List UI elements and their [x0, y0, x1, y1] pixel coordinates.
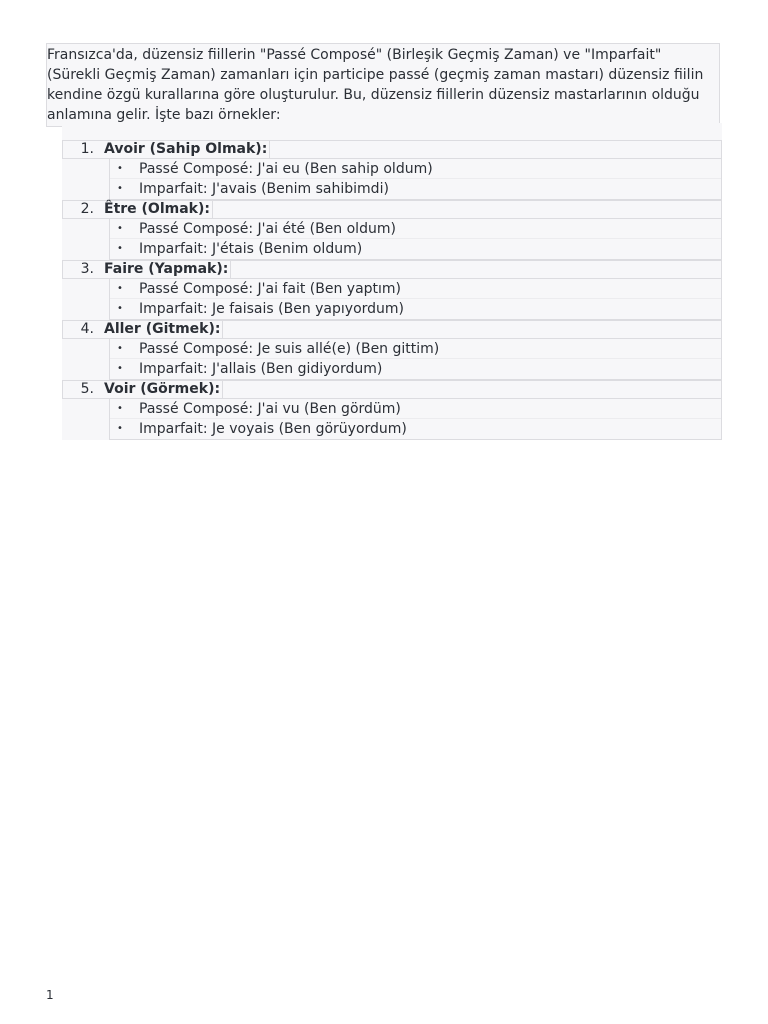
bullet-icon: •	[117, 223, 123, 234]
verb-title: Être (Olmak):	[104, 200, 213, 219]
list-item-text: Imparfait: J'allais (Ben gidiyordum)	[139, 361, 383, 377]
list-item	[110, 159, 721, 179]
list-item	[110, 399, 721, 419]
list-item	[110, 279, 721, 299]
list-item-text: Imparfait: Je faisais (Ben yapıyordum)	[139, 301, 405, 317]
list-item	[110, 419, 721, 439]
list-item	[110, 359, 721, 379]
verb-heading-faire	[62, 260, 722, 279]
bullet-icon: •	[117, 283, 123, 294]
verb-heading-avoir	[62, 140, 722, 159]
verb-number: 3.	[80, 261, 94, 277]
conjugation-list-avoir	[109, 159, 722, 200]
conjugation-list-faire	[109, 279, 722, 320]
list-item-text: Passé Composé: Je suis allé(e) (Ben gittim)	[139, 341, 440, 357]
conjugation-list-aller	[109, 339, 722, 380]
verb-heading-voir	[62, 380, 722, 399]
verb-number: 4.	[80, 321, 94, 337]
verb-title: Faire (Yapmak):	[104, 260, 231, 279]
bullet-icon: •	[117, 243, 123, 254]
verb-heading-aller	[62, 320, 722, 339]
list-item-text: Passé Composé: J'ai fait (Ben yaptım)	[139, 281, 402, 297]
conjugation-list-voir	[109, 399, 722, 440]
list-item	[110, 239, 721, 259]
list-spacer	[62, 123, 722, 140]
list-item-text: Passé Composé: J'ai vu (Ben gördüm)	[139, 401, 401, 417]
list-item-text: Passé Composé: J'ai eu (Ben sahip oldum)	[139, 161, 433, 177]
bullet-icon: •	[117, 343, 123, 354]
verb-heading-etre	[62, 200, 722, 219]
verb-title: Voir (Görmek):	[104, 380, 223, 399]
verb-title: Avoir (Sahip Olmak):	[104, 140, 270, 159]
verb-number: 2.	[80, 201, 94, 217]
bullet-icon: •	[117, 303, 123, 314]
page-number: 1	[46, 988, 54, 1002]
list-item	[110, 339, 721, 359]
verb-number: 5.	[80, 381, 94, 397]
conjugation-list-etre	[109, 219, 722, 260]
bullet-icon: •	[117, 403, 123, 414]
list-item	[110, 299, 721, 319]
verb-number: 1.	[80, 141, 94, 157]
bullet-icon: •	[117, 163, 123, 174]
bullet-icon: •	[117, 183, 123, 194]
list-item-text: Imparfait: J'avais (Benim sahibimdi)	[139, 181, 389, 197]
bullet-icon: •	[117, 363, 123, 374]
list-item	[110, 179, 721, 199]
bullet-icon: •	[117, 423, 123, 434]
verb-list	[62, 123, 722, 440]
verb-title: Aller (Gitmek):	[104, 320, 223, 339]
list-item-text: Passé Composé: J'ai été (Ben oldum)	[139, 221, 396, 237]
list-item	[110, 219, 721, 239]
intro-paragraph: Fransızca'da, düzensiz fiillerin "Passé Composé" (Birleşik Geçmiş Zaman) ve "Imparfait" (Sürekli Geçmiş Zaman) zamanları için participe passé (geçmiş zaman mastarı) düzensiz fiilin kendine özgü kurallarına göre oluşturulur. Bu, düzensiz fiillerin düzensiz mastarlarının olduğu anlamına gelir. İşte bazı örnekler:	[46, 43, 720, 127]
list-item-text: Imparfait: J'étais (Benim oldum)	[139, 241, 363, 257]
list-item-text: Imparfait: Je voyais (Ben görüyordum)	[139, 421, 407, 437]
